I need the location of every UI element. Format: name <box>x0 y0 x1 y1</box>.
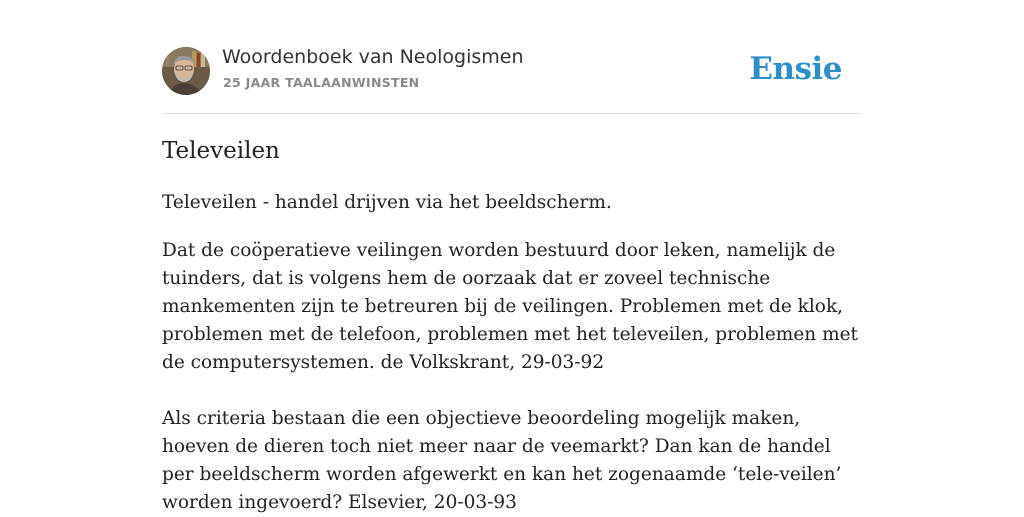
brand-logo[interactable]: Ensie <box>749 51 842 87</box>
entry-title: Televeilen <box>162 138 280 164</box>
entry-definition: Televeilen - handel drijven via het beeldscherm. <box>162 192 612 213</box>
entry-quote: Dat de coöperatieve veilingen worden bestuurd door leken, namelijk de tuinders, dat is volgens hem de oorzaak dat er zoveel technische mankementen zijn te betreuren bij de veilingen. Problemen met de klok, problemen met de telefoon, problemen met het televeilen, problemen met de computersystemen. de Volkskrant, 29-03-92 <box>162 240 858 373</box>
page <box>162 0 862 512</box>
header <box>162 46 862 96</box>
author-portrait-icon <box>162 47 210 95</box>
site-title[interactable]: Woordenboek van Neologismen <box>222 46 524 68</box>
entry-quote: Als criteria bestaan die een objectieve beoordeling mogelijk maken, hoeven de dieren toch niet meer naar de veemarkt? Dan kan de handel per beeldscherm worden afgewerkt en kan het zogenaamde ‘tele-veilen’ worden ingevoerd? Elsevier, 20-03-93 <box>162 408 842 513</box>
site-subtitle: 25 JAAR TAALAANWINSTEN <box>223 75 420 90</box>
author-avatar[interactable] <box>162 47 210 95</box>
header-divider <box>162 113 862 114</box>
